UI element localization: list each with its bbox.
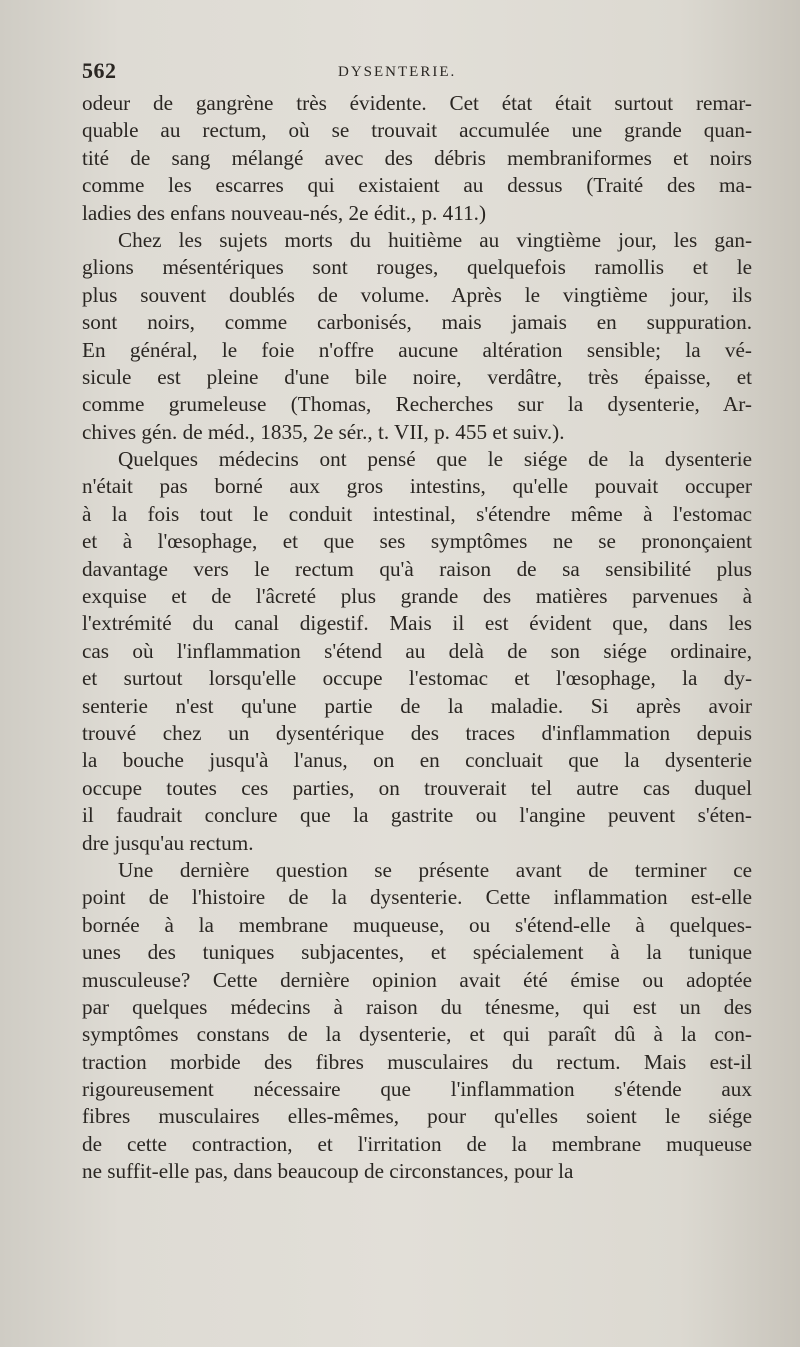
text-line: et à l'œsophage, et que ses symptômes ne se prononçaient	[82, 529, 752, 554]
text-line: ladies des enfans nouveau-nés, 2e édit., p. 411.)	[82, 200, 487, 225]
text-line: trouvé chez un dysentérique des traces d'inflammation depuis	[82, 720, 752, 745]
text-line: comme grumeleuse (Thomas, Recherches sur la dysenterie, Ar-	[82, 392, 752, 417]
text-line: Une dernière question se présente avant de terminer ce	[118, 857, 752, 882]
text-line: unes des tuniques subjacentes, et spécialement à la tunique	[82, 940, 752, 965]
text-line: odeur de gangrène très évidente. Cet état était surtout remar-	[82, 91, 752, 115]
text-line: n'était pas borné aux gros intestins, qu'elle pouvait occuper	[82, 474, 752, 499]
paragraph	[82, 227, 752, 446]
page-number: 562	[82, 58, 117, 83]
text-line: la bouche jusqu'à l'anus, on en concluait que la dysenterie	[82, 748, 752, 773]
text-line: traction morbide des fibres musculaires du rectum. Mais est-il	[82, 1049, 752, 1074]
text-line: symptômes constans de la dysenterie, et qui paraît dû à la con-	[82, 1022, 752, 1047]
text-line: ne suffit-elle pas, dans beaucoup de circonstances, pour la	[82, 1159, 574, 1184]
text-line: musculeuse? Cette dernière opinion avait été émise ou adoptée	[82, 967, 752, 992]
text-line: sont noirs, comme carbonisés, mais jamais en suppuration.	[82, 310, 752, 335]
text-line: Quelques médecins ont pensé que le siége de la dysenterie	[118, 447, 752, 472]
text-line: rigoureusement nécessaire que l'inflammation s'étende aux	[82, 1077, 752, 1102]
text-line: davantage vers le rectum qu'à raison de sa sensibilité plus	[82, 556, 752, 581]
text-line: senterie n'est qu'une partie de la maladie. Si après avoir	[82, 693, 752, 718]
paragraph	[82, 446, 752, 857]
paragraph	[82, 857, 752, 1186]
text-line: comme les escarres qui existaient au dessus (Traité des ma-	[82, 173, 752, 198]
text-line: sicule est pleine d'une bile noire, verdâtre, très épaisse, et	[82, 364, 752, 389]
text-line: il faudrait conclure que la gastrite ou l'angine peuvent s'éten-	[82, 803, 752, 828]
text-line: bornée à la membrane muqueuse, ou s'étend-elle à quelques-	[82, 912, 752, 937]
text-line: chives gén. de méd., 1835, 2e sér., t. VII, p. 455 et suiv.).	[82, 419, 565, 444]
text-line: quable au rectum, où se trouvait accumulée une grande quan-	[82, 118, 752, 143]
text-line: dre jusqu'au rectum.	[82, 830, 254, 855]
text-line: glions mésentériques sont rouges, quelquefois ramollis et le	[82, 255, 752, 280]
text-line: fibres musculaires elles-mêmes, pour qu'elles soient le siége	[82, 1104, 752, 1129]
text-line: exquise et de l'âcreté plus grande des matières parvenues à	[82, 584, 752, 609]
text-line: occupe toutes ces parties, on trouverait tel autre cas duquel	[82, 775, 752, 800]
text-line: l'extrémité du canal digestif. Mais il est évident que, dans les	[82, 611, 752, 636]
text-line: et surtout lorsqu'elle occupe l'estomac et l'œsophage, la dy-	[82, 666, 752, 691]
running-head	[82, 54, 752, 90]
text-line: cas où l'inflammation s'étend au delà de son siége ordinaire,	[82, 638, 752, 663]
text-line: par quelques médecins à raison du ténesme, qui est un des	[82, 994, 752, 1019]
text-line: à la fois tout le conduit intestinal, s'étendre même à l'estomac	[82, 501, 752, 526]
text-line: point de l'histoire de la dysenterie. Cette inflammation est-elle	[82, 885, 752, 910]
text-line: de cette contraction, et l'irritation de la membrane muqueuse	[82, 1131, 752, 1156]
text-line: plus souvent doublés de volume. Après le vingtième jour, ils	[82, 282, 752, 307]
running-title: DYSENTERIE.	[338, 64, 457, 80]
book-page	[82, 54, 752, 1186]
text-line: En général, le foie n'offre aucune altération sensible; la vé-	[82, 337, 752, 362]
paragraph	[82, 90, 752, 227]
text-line: tité de sang mélangé avec des débris membraniformes et noirs	[82, 145, 752, 170]
body-text	[82, 90, 752, 1186]
text-line: Chez les sujets morts du huitième au vingtième jour, les gan-	[118, 227, 752, 252]
